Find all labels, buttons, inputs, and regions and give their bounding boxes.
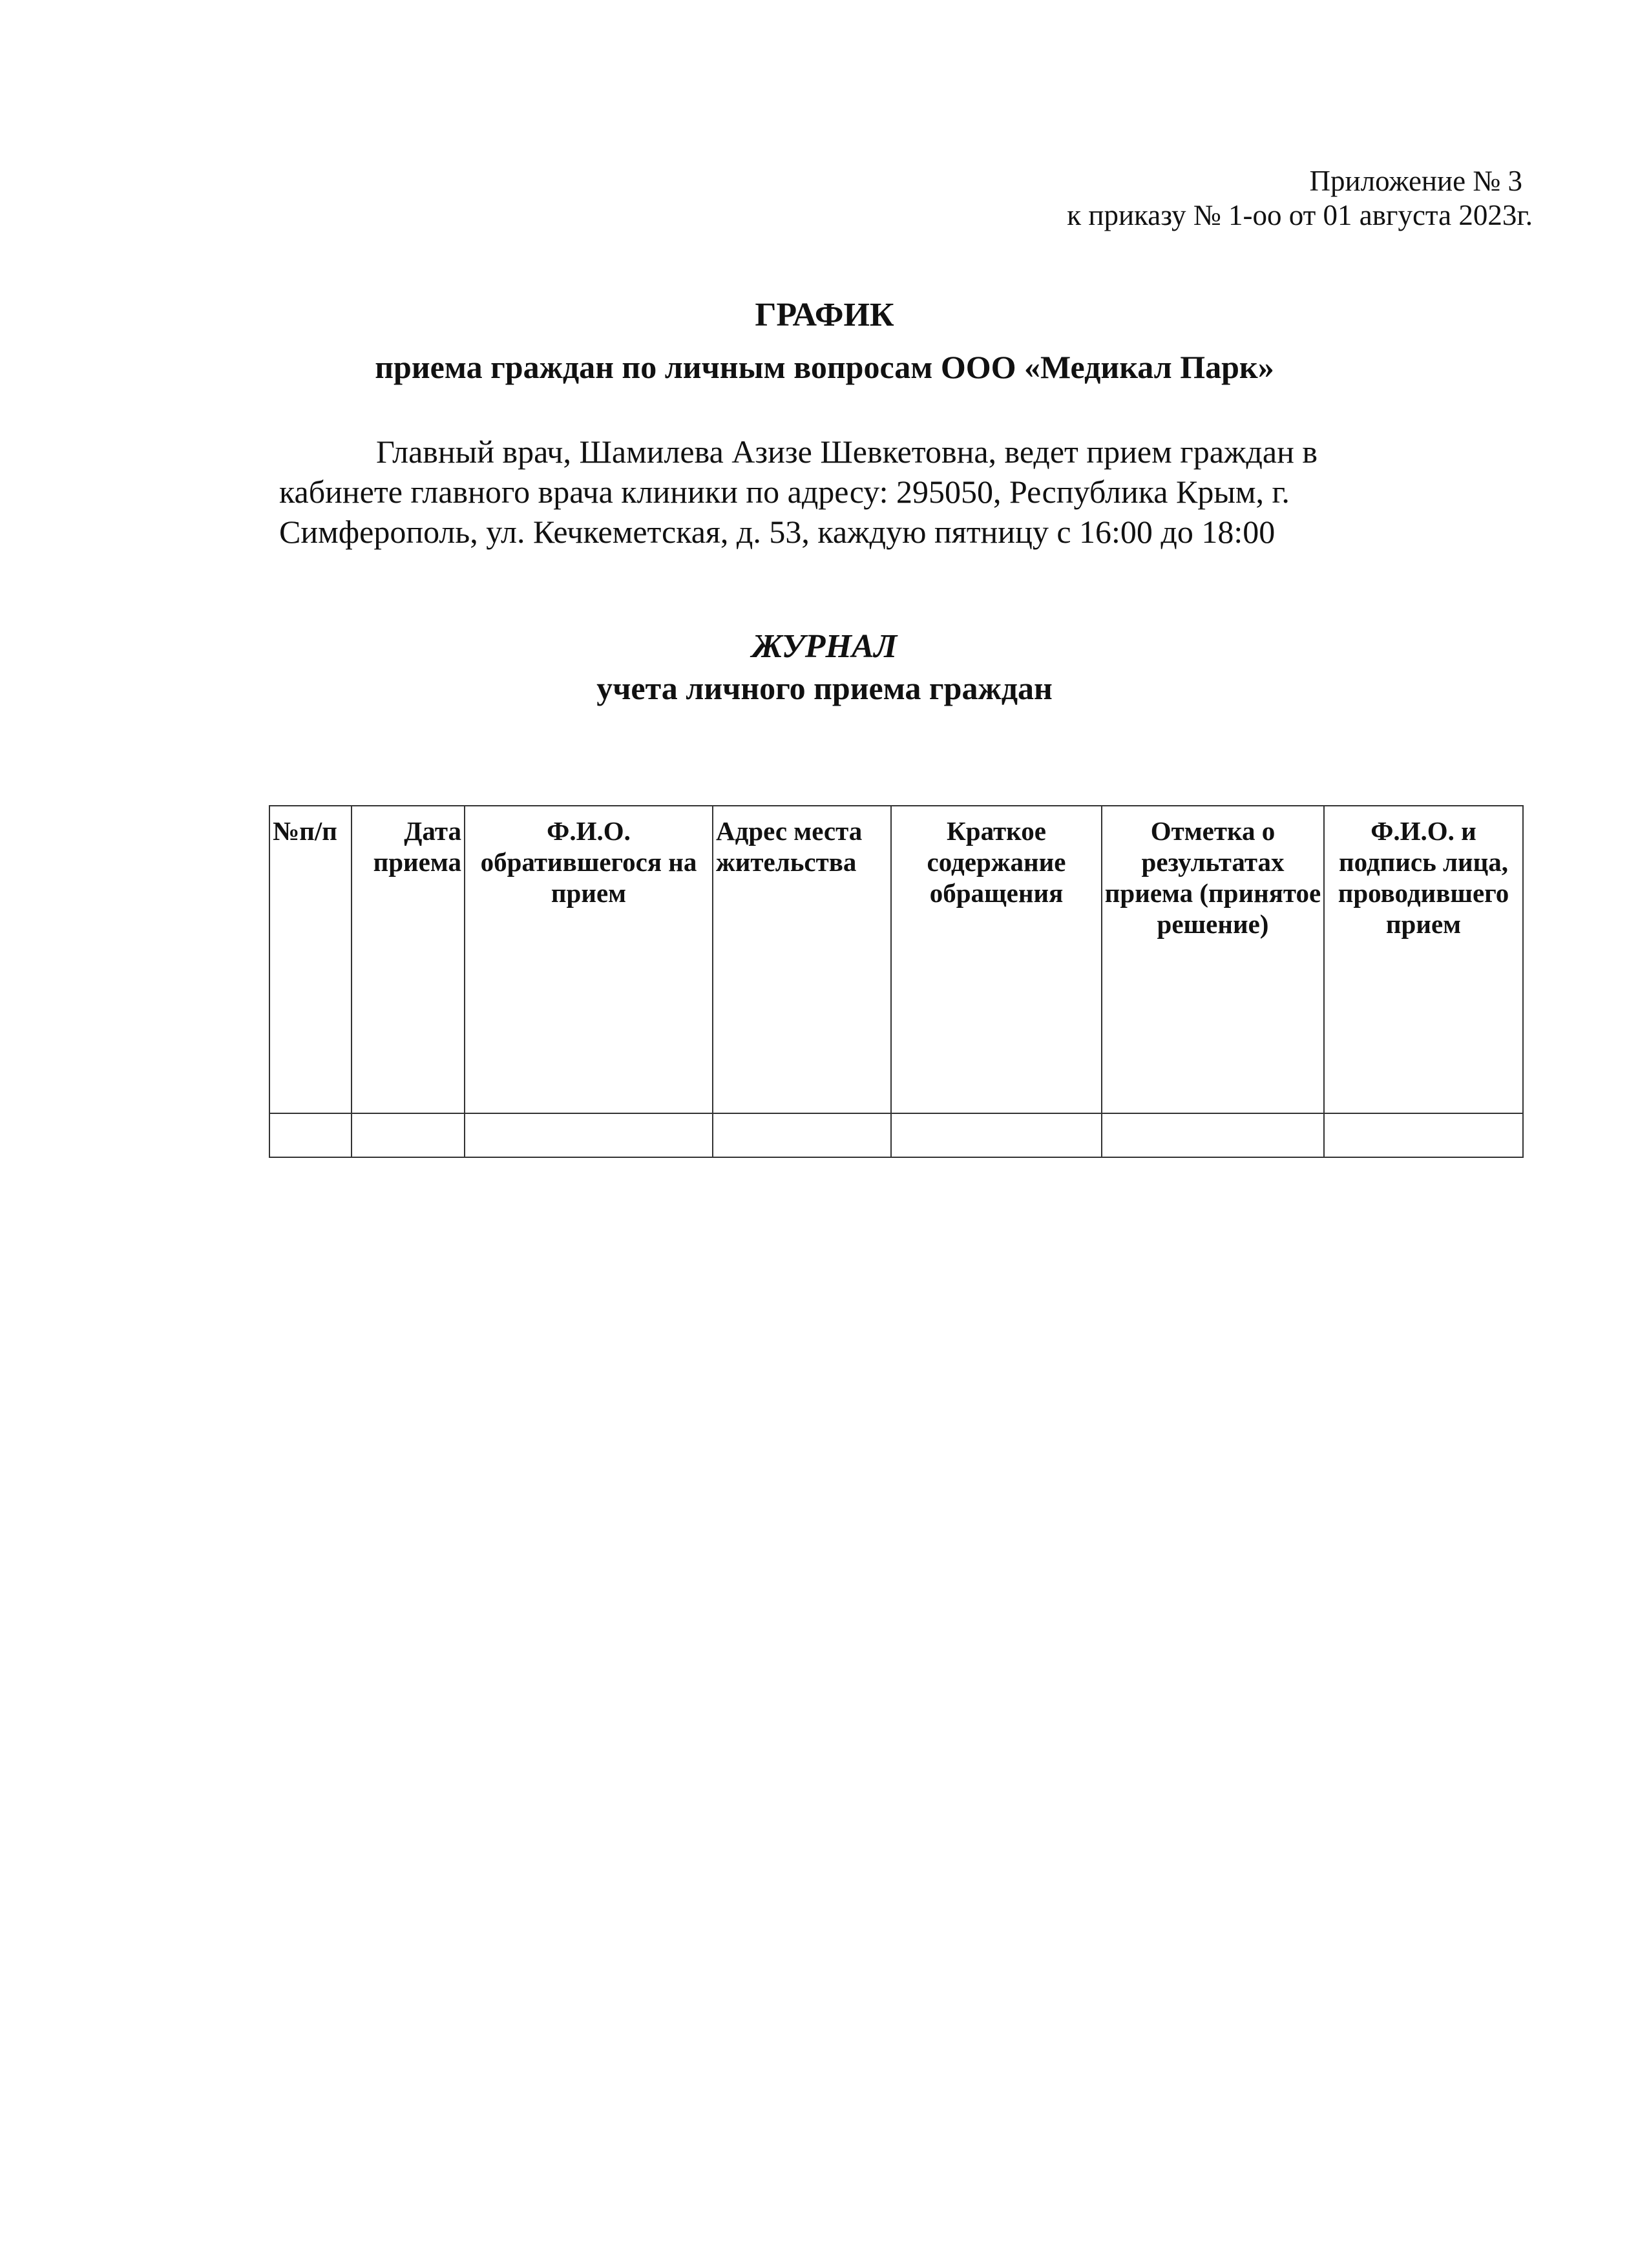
table-cell [1102, 1113, 1324, 1157]
schedule-paragraph-line: Симферополь, ул. Кечкеметская, д. 53, каждую пятницу с 16:00 до 18:00 [279, 514, 1276, 550]
table-cell [269, 1113, 352, 1157]
schedule-title: ГРАФИК [755, 297, 894, 333]
journal-header-row [269, 806, 1523, 1113]
table-cell [352, 1113, 465, 1157]
column-header-summary: Краткое содержание обращения [891, 806, 1102, 1113]
column-header-number: №п/п [269, 806, 352, 1113]
schedule-paragraph-line: кабинете главного врача клиники по адресу: 295050, Республика Крым, г. [279, 474, 1290, 510]
journal-title: ЖУРНАЛ [751, 628, 898, 665]
column-header-date: Дата приема [352, 806, 465, 1113]
journal-subtitle: учета личного приема граждан [596, 670, 1053, 706]
column-header-result: Отметка о результатах приема (принятое решение) [1102, 806, 1324, 1113]
journal-table [269, 805, 1524, 1158]
table-cell [713, 1113, 891, 1157]
table-cell [1324, 1113, 1523, 1157]
appendix-order-reference: к приказу № 1-оо от 01 августа 2023г. [1067, 199, 1533, 231]
schedule-paragraph [279, 432, 1494, 552]
column-header-official-signature: Ф.И.О. и подпись лица, проводившего прием [1324, 806, 1523, 1113]
appendix-number: Приложение № 3 [1309, 165, 1522, 197]
column-header-applicant-name: Ф.И.О. обратившегося на прием [465, 806, 713, 1113]
schedule-paragraph-line: Главный врач, Шамилева Азизе Шевкетовна, ведет прием граждан в [376, 434, 1318, 470]
table-row [269, 1113, 1523, 1157]
table-cell [891, 1113, 1102, 1157]
schedule-subtitle: приема граждан по личным вопросам ООО «Медикал Парк» [375, 349, 1274, 385]
column-header-address: Адрес места жительства [713, 806, 891, 1113]
table-cell [465, 1113, 713, 1157]
